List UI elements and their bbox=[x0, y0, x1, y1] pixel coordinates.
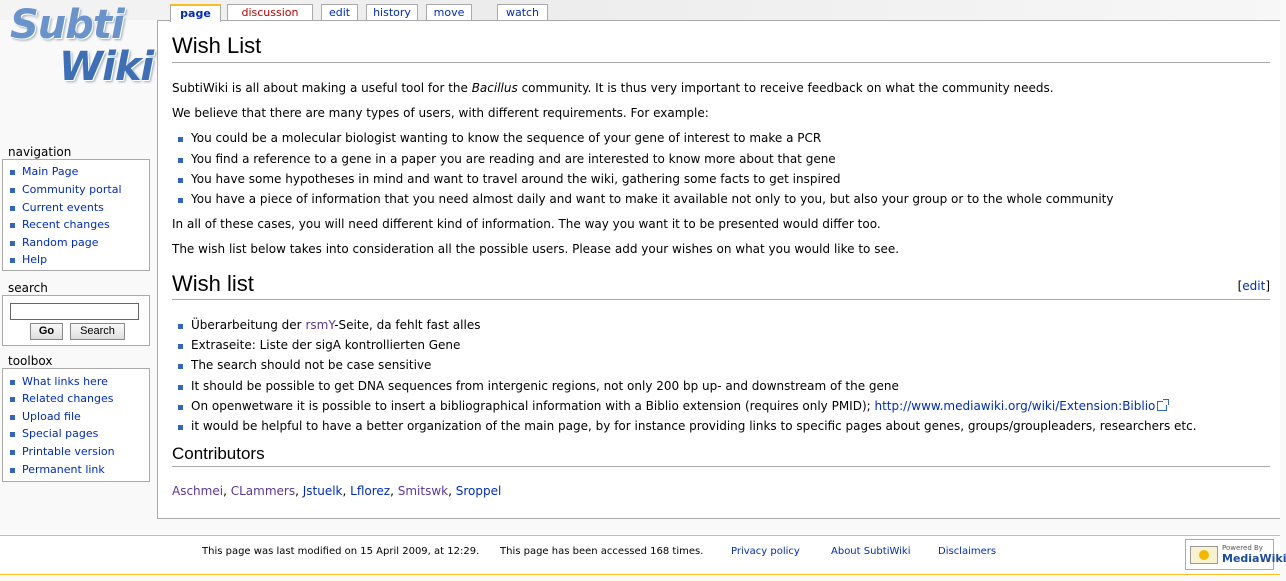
list-item bbox=[178, 317, 480, 333]
footer bbox=[0, 535, 1286, 575]
contributors-heading: Contributors bbox=[172, 444, 1270, 467]
wish1-text-after: -Seite, da fehlt fast alles bbox=[334, 318, 481, 332]
contributor-link[interactable]: Lflorez bbox=[350, 484, 391, 498]
sidebar-item-community-portal[interactable]: Community portal bbox=[10, 183, 122, 197]
tab-watch[interactable]: watch bbox=[497, 4, 548, 21]
contributor-link[interactable]: CLammers bbox=[230, 484, 296, 498]
list-item: You find a reference to a gene in a paper you are reading and are interested to know more about that gene bbox=[178, 151, 836, 167]
powered-by-text: Powered By bbox=[1222, 544, 1263, 552]
subtiwiki-logo[interactable] bbox=[6, 2, 154, 96]
paragraph-wishlist-intro: The wish list below takes into consideration all the possible users. Please add your wishes on what you would like to see. bbox=[172, 242, 900, 256]
contributors-list bbox=[172, 483, 501, 499]
list-item: You have some hypotheses in mind and want to travel around the wiki, gathering some facts to get inspired bbox=[178, 171, 840, 187]
list-item: Extraseite: Liste der sigA kontrollierten Gene bbox=[178, 337, 460, 353]
mediawiki-text: MediaWiki bbox=[1222, 552, 1286, 565]
separator: , bbox=[342, 484, 351, 498]
toolbox-item-permanent-link[interactable]: Permanent link bbox=[10, 463, 105, 477]
sidebar-item-help[interactable]: Help bbox=[10, 253, 47, 267]
wish5-text: On openwetware it is possible to insert a bibliographical information with a Biblio extension (requires only PMID); bbox=[191, 399, 875, 413]
list-item: The search should not be case sensitive bbox=[178, 357, 431, 373]
footer-about-link[interactable]: About SubtiWiki bbox=[831, 546, 911, 557]
intro-paragraph bbox=[172, 80, 1054, 96]
separator: , bbox=[448, 484, 456, 498]
paragraph-users: We believe that there are many types of users, with different requirements. For example: bbox=[172, 106, 709, 120]
separator: , bbox=[223, 484, 231, 498]
edit-section-link[interactable]: edit bbox=[1242, 279, 1266, 293]
wishlist-heading-text: Wish list bbox=[172, 271, 254, 296]
intro-text-2: community. It is thus very important to receive feedback on what the community needs. bbox=[517, 81, 1054, 95]
edit-section bbox=[1238, 279, 1270, 293]
list-item: It should be possible to get DNA sequences from intergenic regions, not only 200 bp up- and downstream of the gene bbox=[178, 378, 899, 394]
footer-disclaimers-link[interactable]: Disclaimers bbox=[938, 546, 997, 557]
toolbox-item-related-changes[interactable]: Related changes bbox=[10, 392, 114, 406]
search-input[interactable] bbox=[10, 303, 139, 320]
navigation-title: navigation bbox=[8, 145, 72, 159]
tab-history[interactable]: history bbox=[366, 4, 418, 21]
wishlist-heading bbox=[172, 271, 1270, 300]
intro-italic: Bacillus bbox=[471, 81, 518, 95]
contributor-link[interactable]: Smitswk bbox=[397, 484, 449, 498]
logo-line1: Subti bbox=[10, 2, 124, 48]
search-title: search bbox=[8, 281, 48, 295]
list-item: You have a piece of information that you need almost daily and want to make it available not only to you, but also your group or to the whole community bbox=[178, 191, 1113, 207]
mediawiki-sunflower-icon bbox=[1190, 546, 1218, 564]
toolbox-item-printable-version[interactable]: Printable version bbox=[10, 445, 115, 459]
toolbox-item-upload-file[interactable]: Upload file bbox=[10, 410, 81, 424]
go-button[interactable]: Go bbox=[30, 323, 63, 340]
tab-discussion[interactable]: discussion bbox=[227, 4, 313, 21]
tab-move[interactable]: move bbox=[426, 4, 472, 21]
list-item bbox=[178, 398, 1167, 414]
toolbox-item-what-links-here[interactable]: What links here bbox=[10, 375, 108, 389]
footer-privacy-link[interactable]: Privacy policy bbox=[731, 546, 800, 557]
tab-edit[interactable]: edit bbox=[321, 4, 358, 21]
list-item: You could be a molecular biologist wanting to know the sequence of your gene of interest to make a PCR bbox=[178, 130, 821, 146]
external-link-icon bbox=[1157, 401, 1167, 411]
footer-access-count: This page has been accessed 168 times. bbox=[500, 546, 704, 557]
content-area bbox=[157, 20, 1280, 519]
paragraph-cases: In all of these cases, you will need different kind of information. The way you want it to be presented would differ too. bbox=[172, 217, 881, 231]
footer-last-modified: This page was last modified on 15 April 2009, at 12:29. bbox=[202, 546, 480, 557]
edit-bracket-open: [ bbox=[1237, 279, 1243, 293]
list-item: it would be helpful to have a better organization of the main page, by for instance providing links to specific pages about genes, groups/groupleaders, researchers etc. bbox=[178, 418, 1197, 434]
separator: , bbox=[295, 484, 303, 498]
sidebar-item-recent-changes[interactable]: Recent changes bbox=[10, 218, 110, 232]
tab-page[interactable]: page bbox=[170, 4, 221, 22]
toolbox-item-special-pages[interactable]: Special pages bbox=[10, 427, 98, 441]
contributor-link[interactable]: Jstuelk bbox=[302, 484, 343, 498]
wish1-text: Überarbeitung der bbox=[191, 318, 306, 332]
powered-by-mediawiki-badge[interactable] bbox=[1185, 539, 1286, 570]
contributor-link[interactable]: Sroppel bbox=[455, 484, 502, 498]
toolbox-title: toolbox bbox=[8, 354, 53, 368]
sidebar-item-current-events[interactable]: Current events bbox=[10, 201, 104, 215]
sidebar-item-random-page[interactable]: Random page bbox=[10, 236, 99, 250]
logo-line2: Wiki bbox=[59, 44, 154, 90]
contributor-link[interactable]: Aschmei bbox=[172, 484, 224, 498]
edit-bracket-close: ] bbox=[1265, 279, 1270, 293]
page-title: Wish List bbox=[172, 33, 1270, 63]
rsmy-link[interactable]: rsmY bbox=[305, 318, 335, 332]
intro-text-1: SubtiWiki is all about making a useful tool for the bbox=[172, 81, 472, 95]
sidebar-item-main-page[interactable]: Main Page bbox=[10, 165, 78, 179]
search-button[interactable]: Search bbox=[70, 323, 125, 340]
separator: , bbox=[390, 484, 398, 498]
biblio-external-link[interactable]: http://www.mediawiki.org/wiki/Extension:Biblio bbox=[874, 399, 1156, 413]
